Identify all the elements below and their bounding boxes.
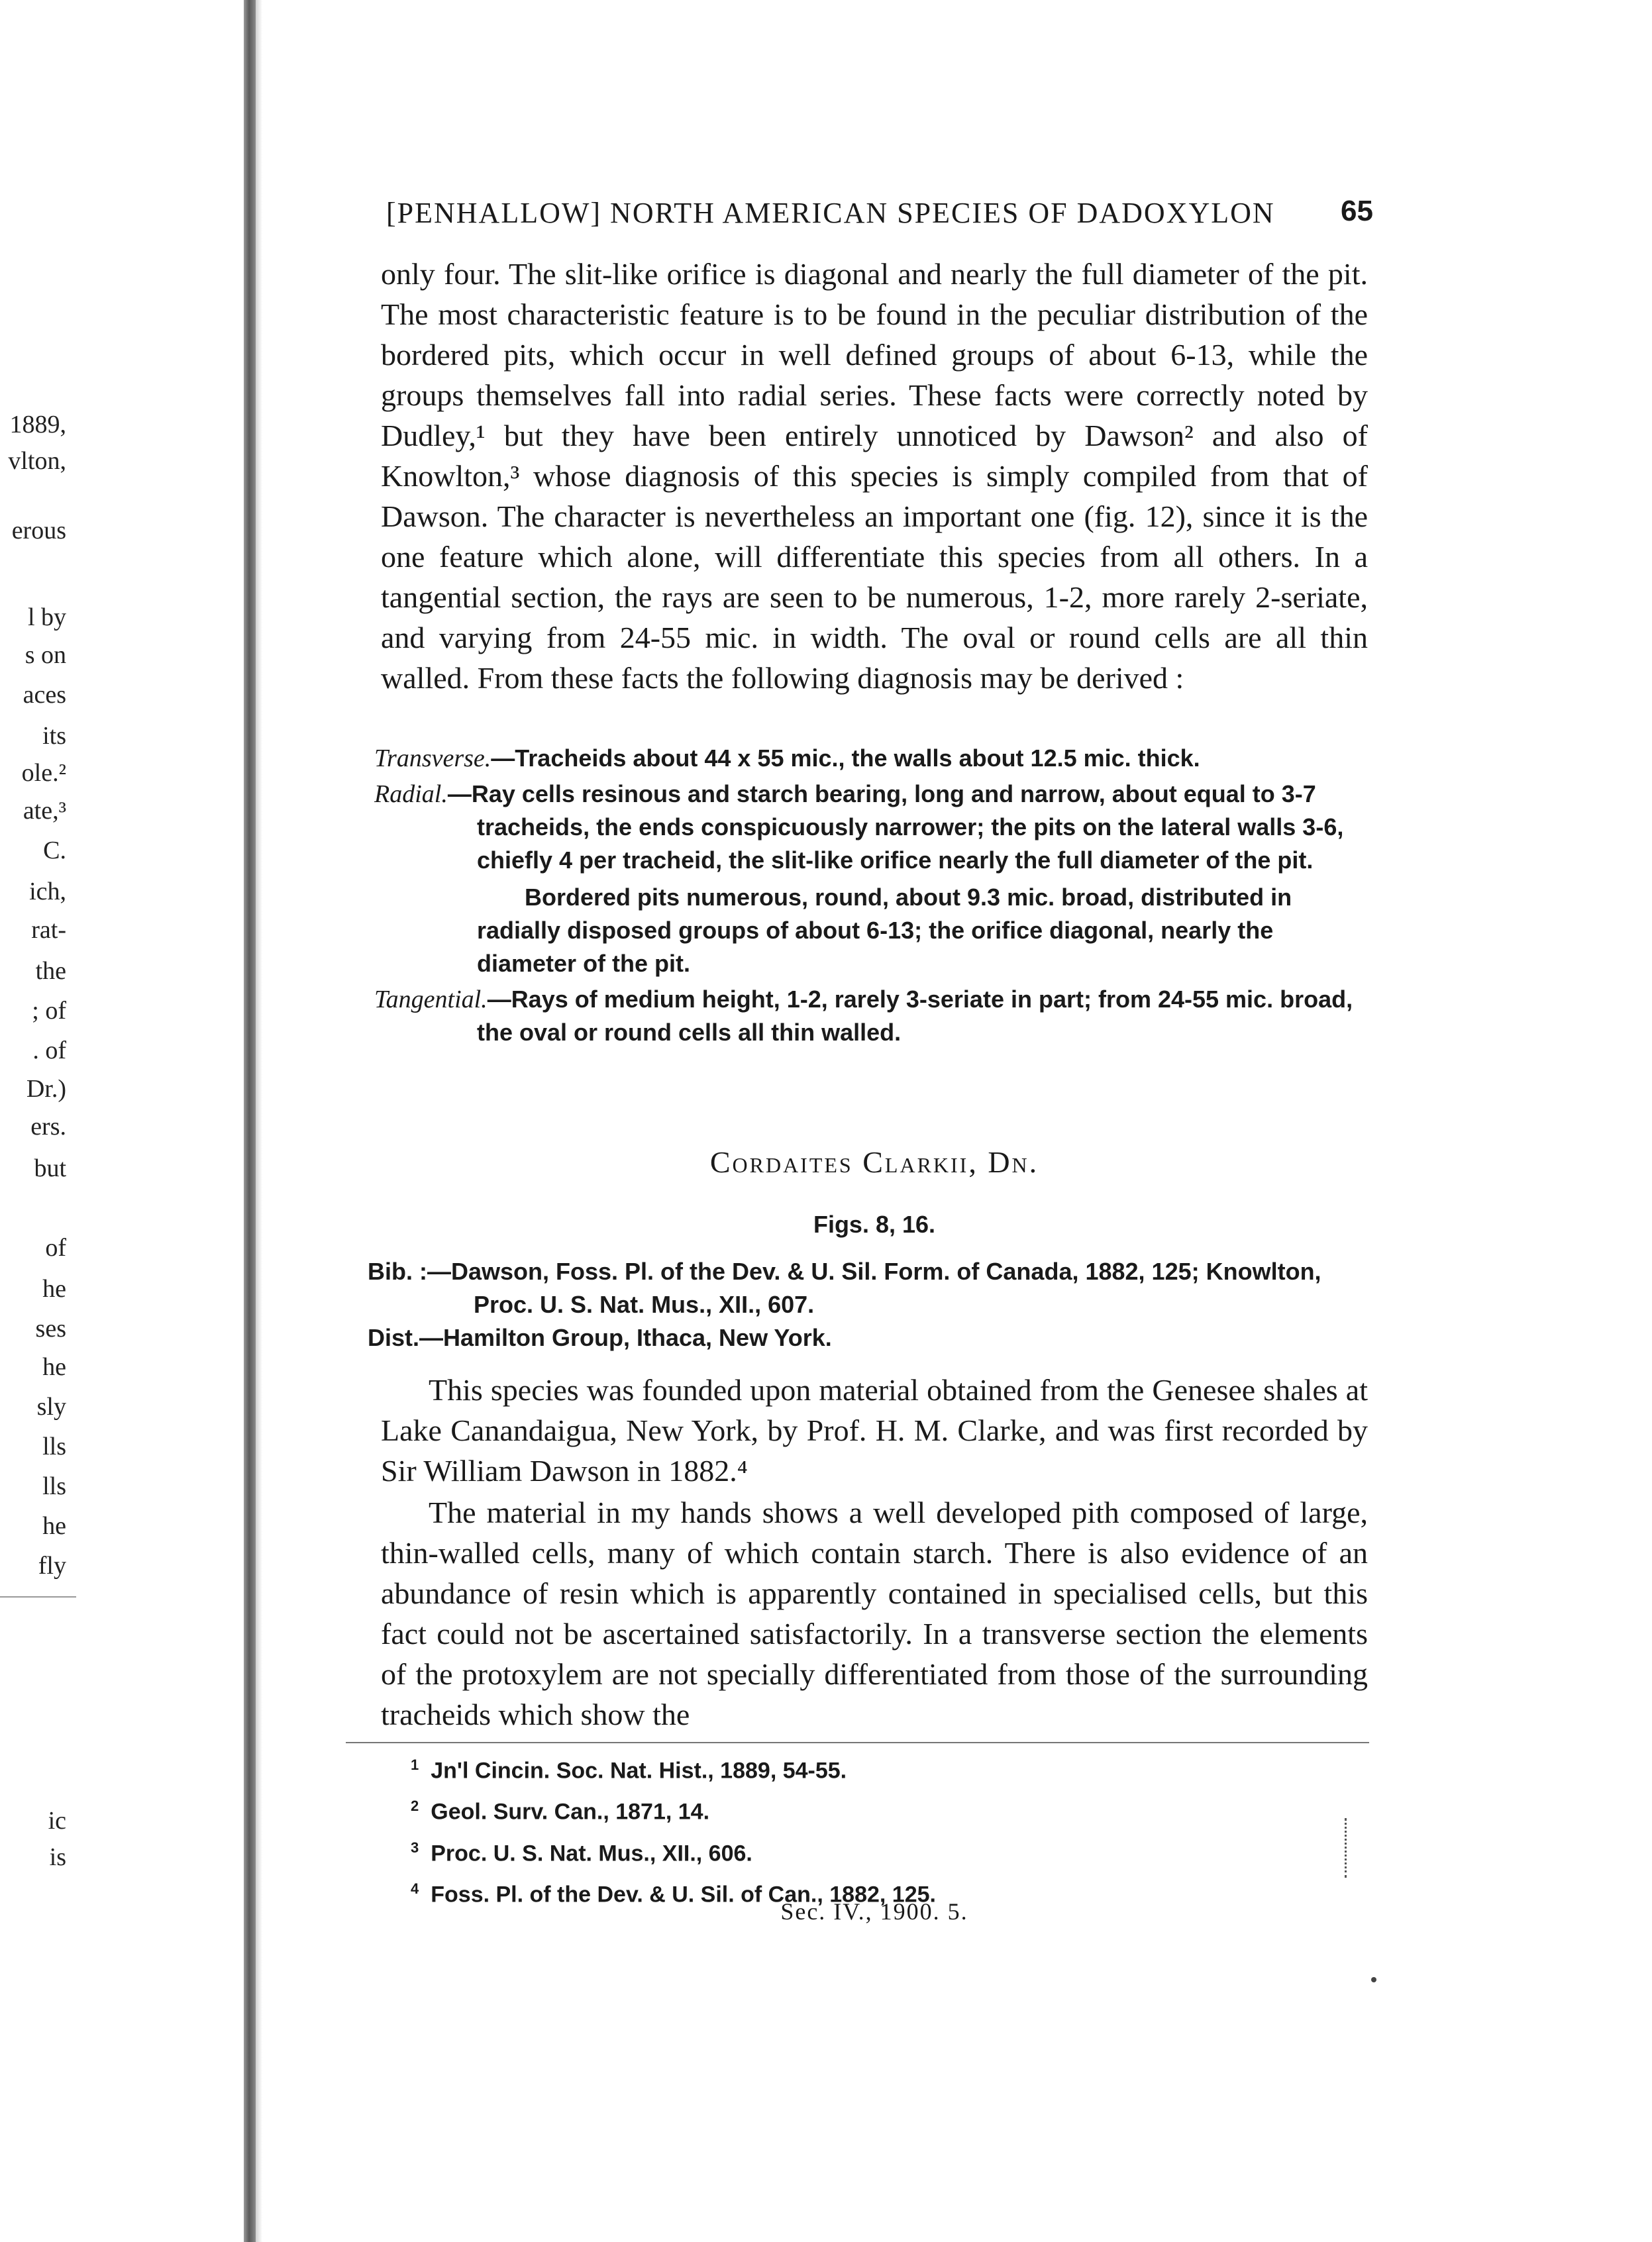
facing-page-rule [0,1596,76,1598]
margin-fragment: the [35,957,66,985]
margin-fragment: C. [43,837,66,864]
footnote-rule [346,1742,1369,1743]
margin-fragment: ers. [30,1113,66,1141]
diagnosis-transverse [374,742,1368,775]
margin-fragment: Dr.) [26,1075,66,1103]
margin-fragment: fly [38,1552,66,1580]
diagnosis-radial [374,778,1368,877]
margin-fragment: rat- [31,916,66,944]
margin-fragment: ses [35,1315,66,1343]
distribution: Dist.—Hamilton Group, Ithaca, New York. [368,1324,832,1351]
margin-fragment: ate,³ [23,797,66,825]
margin-fragment: he [42,1353,66,1381]
tangential-label: Tangential. [374,986,488,1013]
paragraph-top: only four. The slit-like orifice is diagonal and nearly the full diameter of the pit. The most characteristic feature is to be found in the peculiar distribution of the bordered pits, which occur in well defined groups of about 6-13, while the groups themselves fall into radial series. These facts were correctly noted by Dudley,¹ but they have been entirely unnoticed by Dawson² and also of Knowlton,³ whose diagnosis of this species is simply compiled from that of Dawson. The character is nevertheless an important one (fig. 12), since it is the one feature which alone, will differentiate this species from all others. In a tangential section, the rays are seen to be numerous, 1-2, more rarely 2-seriate, and varying from 24-55 mic. in width. The oval or round cells are all thin walled. From these facts the following diagnosis may be derived : [381,257,1368,695]
footnote-text: Geol. Surv. Can., 1871, 14. [431,1799,710,1825]
margin-fragment: l by [27,603,66,631]
radial-label: Radial. [374,780,448,808]
diagnosis-bordered-pits: Bordered pits numerous, round, about 9.3 mic. broad, distributed in radially disposed groups of about 6-13; the orifice diagonal, nearly the diameter of the pit. [477,884,1292,977]
footnote-text: Proc. U. S. Nat. Mus., XII., 606. [431,1840,752,1866]
margin-fragment: 1889, [9,411,66,438]
signature-line: Sec. IV., 1900. 5. [780,1898,968,1925]
margin-fragment: he [42,1512,66,1540]
diagnosis-tangential [374,983,1368,1049]
page-header [386,191,1373,230]
page-number: 65 [1341,195,1373,227]
footnote-mark: 3 [411,1839,419,1856]
footnote-mark: 2 [411,1798,419,1815]
margin-fragment: sly [36,1393,66,1421]
facing-page-margin [0,0,76,2242]
margin-fragment: ich, [29,878,66,905]
margin-fragment: ; of [32,997,66,1025]
tangential-text: —Rays of medium height, 1-2, rarely 3-seriate in part; from 24-55 mic. broad, the oval or round cells all thin walled. [477,986,1353,1046]
margin-fragment: but [34,1154,66,1182]
footnote [411,1830,1338,1871]
transverse-label: Transverse. [374,744,491,772]
footnote-mark: 4 [411,1880,419,1897]
margin-fragment: lls [42,1472,66,1500]
margin-fragment: ic [48,1807,66,1835]
margin-fragment: its [42,722,66,750]
figures-reference: Figs. 8, 16. [813,1211,936,1238]
margin-fragment: he [42,1275,66,1303]
margin-mark [1345,1818,1349,1878]
book-spine [244,0,256,2242]
footnote [411,1747,1338,1788]
footnote-mark: 1 [411,1757,419,1773]
transverse-text: —Tracheids about 44 x 55 mic., the walls about 12.5 mic. thick. [491,744,1200,772]
running-head: [PENHALLOW] NORTH AMERICAN SPECIES OF DADOXYLON [386,197,1275,229]
print-speck [1371,1977,1376,1982]
footnote [411,1788,1338,1829]
spine-shadow [256,0,262,2242]
margin-fragment: of [45,1234,66,1262]
footnote-text: Jn'l Cincin. Soc. Nat. Hist., 1889, 54-55. [431,1758,847,1784]
paragraph-species-origin: This species was founded upon material obtained from the Genesee shales at Lake Canandaigua, New York, by Prof. H. M. Clarke, and was first recorded by Sir William Dawson in 1882.⁴ [381,1373,1368,1488]
radial-text: —Ray cells resinous and starch bearing, long and narrow, about equal to 3-7 tracheids, the ends conspicuously narrower; the pits on the lateral walls 3-6, chiefly 4 per tracheid, the slit-like orifice nearly the full diameter of the pit. [447,780,1344,874]
margin-fragment: ole.² [21,759,66,787]
footnotes [411,1747,1338,1912]
bib-entry: Bib. :—Dawson, Foss. Pl. of the Dev. & U. Sil. Form. of Canada, 1882, 125; Knowlton, Proc. U. S. Nat. Mus., XII., 607. [368,1258,1321,1318]
margin-fragment: lls [42,1433,66,1460]
species-title: Cordaites Clarkii, Dn. [709,1145,1039,1179]
margin-fragment: erous [11,517,66,544]
paragraph-species-material: The material in my hands shows a well developed pith composed of large, thin-walled cells, many of which contain starch. There is also evidence of an abundance of resin which is apparently contained in specialised cells, but this fact could not be ascertained satisfactorily. In a transverse section the elements of the protoxylem are not specially differentiated from those of the surrounding tracheids which show the [381,1496,1368,1731]
margin-fragment: vlton, [8,447,66,475]
margin-fragment: is [49,1843,66,1871]
footnote-text: Foss. Pl. of the Dev. & U. Sil. of Can., 1882, 125. [431,1882,936,1908]
margin-fragment: . of [32,1037,66,1064]
margin-fragment: s on [25,641,66,669]
diagnosis [374,742,1368,1049]
margin-fragment: aces [23,681,66,709]
bibliography [368,1255,1368,1354]
